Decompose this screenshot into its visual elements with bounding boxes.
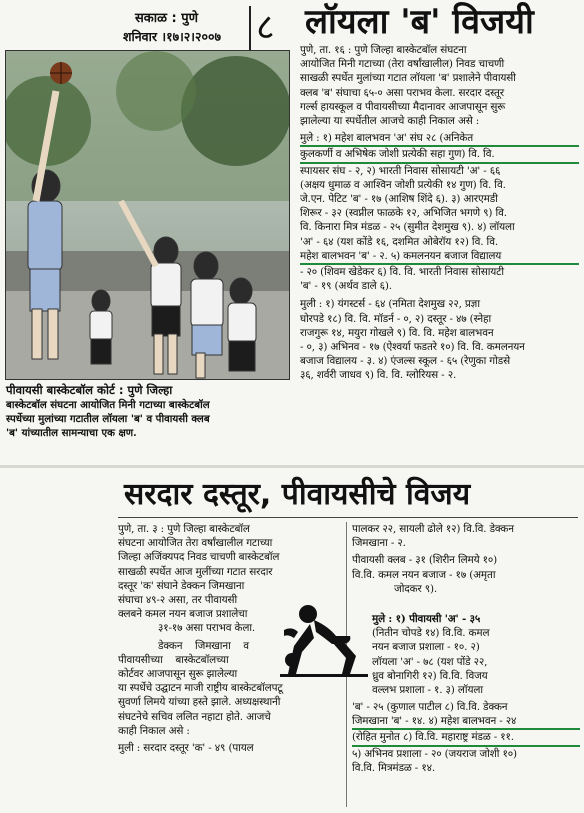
story2-result-line: (रोहित मुनोत ८) वि.वि. महाराष्ट्र मंडळ - ११.	[352, 730, 580, 746]
story2-result-line: मुले : १) पीवायसी 'अ' - ३५	[372, 613, 481, 625]
story1-line: महेश बालभवन 'ब' - २. ५) कमलनयन बजाज विद्यालय	[300, 249, 579, 265]
story2-line: जिल्हा अजिंक्यपद निवड चाचणी बास्केटबॉल	[118, 551, 280, 564]
story1-line: आयोजित मिनी गटाच्या (तेरा वर्षांखालील) निवड चाचणी	[300, 58, 505, 71]
story2-result-line: नयन बजाज प्रशाला - १०. २)	[372, 641, 480, 654]
story2-line: संघटनेचे सचिव ललित नहाटा होते. आजचे	[118, 710, 271, 723]
story2-line: ३१-१७ असा पराभव केला.	[158, 622, 256, 635]
story2-line: काही निकाल असे :	[118, 724, 190, 737]
story1-line: राजगुरू १४, मयुरा गोखले ९) वि. वि. महेश बालभवन	[300, 326, 494, 339]
story2-right-line: पालकर २२, सायली ढोले १२) वि.वि. डेक्कन	[352, 523, 514, 535]
story1-line: ३६, शर्वरी जाधव ९) वि. वि. ग्लोरियस - २.	[300, 369, 457, 382]
story2-headline: सरदार दस्तूर, पीवायसीचे विजय	[124, 477, 471, 512]
story2-line: दस्तूर 'क' संघाने डेक्कन जिमखाना	[118, 579, 245, 592]
story1-line: जे.एन. पेटिट 'ब' - १७ (आशिष शिंदे ६). ३) आरएमडी	[300, 193, 498, 206]
photo-caption-line: 'ब' यांच्यातील सामन्याचा एक क्षण.	[6, 427, 137, 439]
story2-line: पुणे, ता. ३ : पुणे जिल्हा बास्केटबॉल	[118, 523, 250, 535]
story1-line: कुलकर्णी व अभिषेक जोशी प्रत्येकी सहा गुण) वि. वि.	[300, 147, 579, 163]
story2-result-line: जिमखाना 'ब' - १४. ४) महेश बालभवन - २४	[352, 714, 580, 730]
story2-line: संघाचा ४९-२ असा, तर पीवायसी	[118, 594, 238, 607]
story1-headline: लॉयला 'ब' विजयी	[305, 2, 534, 42]
page-number: ८	[256, 7, 275, 48]
basketball-players-image	[6, 51, 289, 379]
basketball-photo	[5, 50, 290, 380]
photo-caption-line: बास्केटबॉल संघटना आयोजित मिनी गटाच्या बास्केटबॉल	[6, 399, 210, 411]
story2-result-line: (नितीन चोपडे १४) वि.वि. कमल	[372, 627, 490, 640]
story2-right-line: जोदकर ९).	[394, 582, 438, 595]
story2-line: साखळी स्पर्धेत आज मुलींच्या गटात सरदार	[118, 565, 273, 578]
photo-caption	[6, 383, 290, 440]
story2-line: सुवर्णा लिमये यांच्या हस्ते झाले. अध्यक्षस्थानी	[118, 696, 281, 709]
story2-right-line: जिमखाना - २.	[352, 537, 406, 550]
story2-line: क्लबने कमल नयन बजाज प्रशालेचा	[118, 608, 248, 621]
story1-line: बजाज विद्यालय - ३. ४) एंजल्स स्कूल - ६५ (रेणुका गोडसे	[300, 355, 510, 368]
story1-line: घोरपडे १८) वि. वि. मॉडर्न - ०, २) दस्तूर - ४७ (स्नेहा	[300, 312, 492, 325]
story2-result-line: वि.वि. मित्रमंडळ - १४.	[352, 761, 435, 774]
story1-line: स्पायसर संघ - २, २) भारती निवास सोसायटी 'अ' - ६६	[300, 164, 501, 177]
story1-line: क्लब 'ब' संघाचा ६५-० असा पराभव केला. सरदार दस्तूर	[300, 86, 504, 99]
story1-line: - ०, ३) अभिनव - १७ (ऐश्वर्या फडतरे १०) वि. वि. कमलनयन	[300, 341, 525, 354]
story1-line: मुले : १) महेश बालभवन 'अ' संघ २८ (अनिकेत	[300, 131, 579, 147]
story2-right-bottom-wide	[352, 700, 580, 775]
story2-right-bottom	[372, 612, 582, 697]
story2-result-line: ५) अभिनव प्रशाला - २० (जयराज जोशी १०)	[352, 747, 517, 760]
dateline: शनिवार ।१७।२।२००७	[123, 29, 222, 44]
story2-line: मुली : सरदार दस्तूर 'क' - ४९ (पायल	[118, 742, 254, 755]
story2-result-line: 'ब' - २५ (कुणाल पाटील ८) वि.वि. डेक्कन	[352, 701, 508, 713]
story1-line: 'अ' - ६४ (यश कोंडे १६, दशमित ओबेरॉय १२) वि. वि.	[300, 235, 498, 248]
story2-line: संघटना आयोजित तेरा वर्षांखालील गटाच्या	[118, 537, 273, 550]
story2-line: कोर्टवर आजपासून सुरू झालेल्या	[118, 668, 238, 681]
story1-line: - २० (शिवम खेडेकर ६) वि. वि. भारती निवास सोसायटी	[300, 266, 504, 279]
story1-line: पुणे, ता. १६ : पुणे जिल्हा बास्केटबॉल संघटना	[300, 44, 467, 56]
masthead-divider	[249, 6, 251, 52]
photo-caption-title: पीवायसी बास्केटबॉल कोर्ट : पुणे जिल्हा	[6, 383, 173, 397]
story2-line: डेक्कन जिमखाना व	[158, 639, 249, 652]
story2-top-rule	[118, 517, 578, 518]
story2-result-line: वल्लभ प्रशाला - १. ३) लॉयला	[372, 684, 483, 697]
player-dribbling-icon	[280, 596, 368, 678]
story2-right-line: वि.वि. कमल नयन बजाज - १७ (अमृता	[352, 568, 496, 581]
story2-result-line: ध्रुव बोनागिरी १२) वि.वि. विजय	[372, 669, 488, 682]
story1-body	[300, 43, 579, 383]
story1-line: झालेल्या या स्पर्धेतील आजचे काही निकाल असे :	[300, 115, 480, 128]
basketball-player-icon	[280, 596, 368, 678]
story1-line: साखळी स्पर्धेत मुलांच्या गटात लॉयला 'ब' प्रशालेने पीवायसी	[300, 72, 516, 85]
story1-line: मुली : १) यंगस्टर्स - ६४ (नमिता देशमुख २२, प्रज्ञा	[300, 298, 480, 311]
photo-caption-line: स्पर्धेच्या मुलांच्या गटातील लॉयला 'ब' व पीवायसी क्लब	[6, 413, 210, 425]
story-divider	[0, 465, 584, 468]
story1-line: वि. किनारा मित्र मंडळ - २५ (सुमीत देशमुख ९). ४) लॉयला	[300, 221, 515, 234]
story1-line: गर्ल्स हायस्कूल व पीवायसीच्या मैदानावर आजपासून सुरू	[300, 100, 506, 113]
story1-line: शिरूर - ३२ (स्वप्नील फाळके १२, अभिजित भगणे ९) वि.	[300, 207, 507, 220]
story2-line: या स्पर्धेचे उद्घाटन माजी राष्ट्रीय बास्केटबॉलपटू	[118, 682, 283, 695]
story2-right-line: पीवायसी क्लब - ३१ (शिरीन लिमये १०)	[352, 554, 498, 567]
story2-right-top	[352, 522, 580, 596]
paper-name: सकाळ : पुणे	[135, 11, 199, 26]
story2-line: पीवायसीच्या बास्केटबॉलच्या	[118, 653, 229, 666]
story2-result-line: लॉयला 'अ' - ७८ (यश पोंडे २२,	[372, 655, 488, 668]
story1-line: (अक्षय धुमाळ व आश्विन जोशी प्रत्येकी १४ गुण) वि. वि.	[300, 178, 506, 191]
story1-line: 'ब' - १९ (अर्थव डाले ६).	[300, 280, 392, 293]
